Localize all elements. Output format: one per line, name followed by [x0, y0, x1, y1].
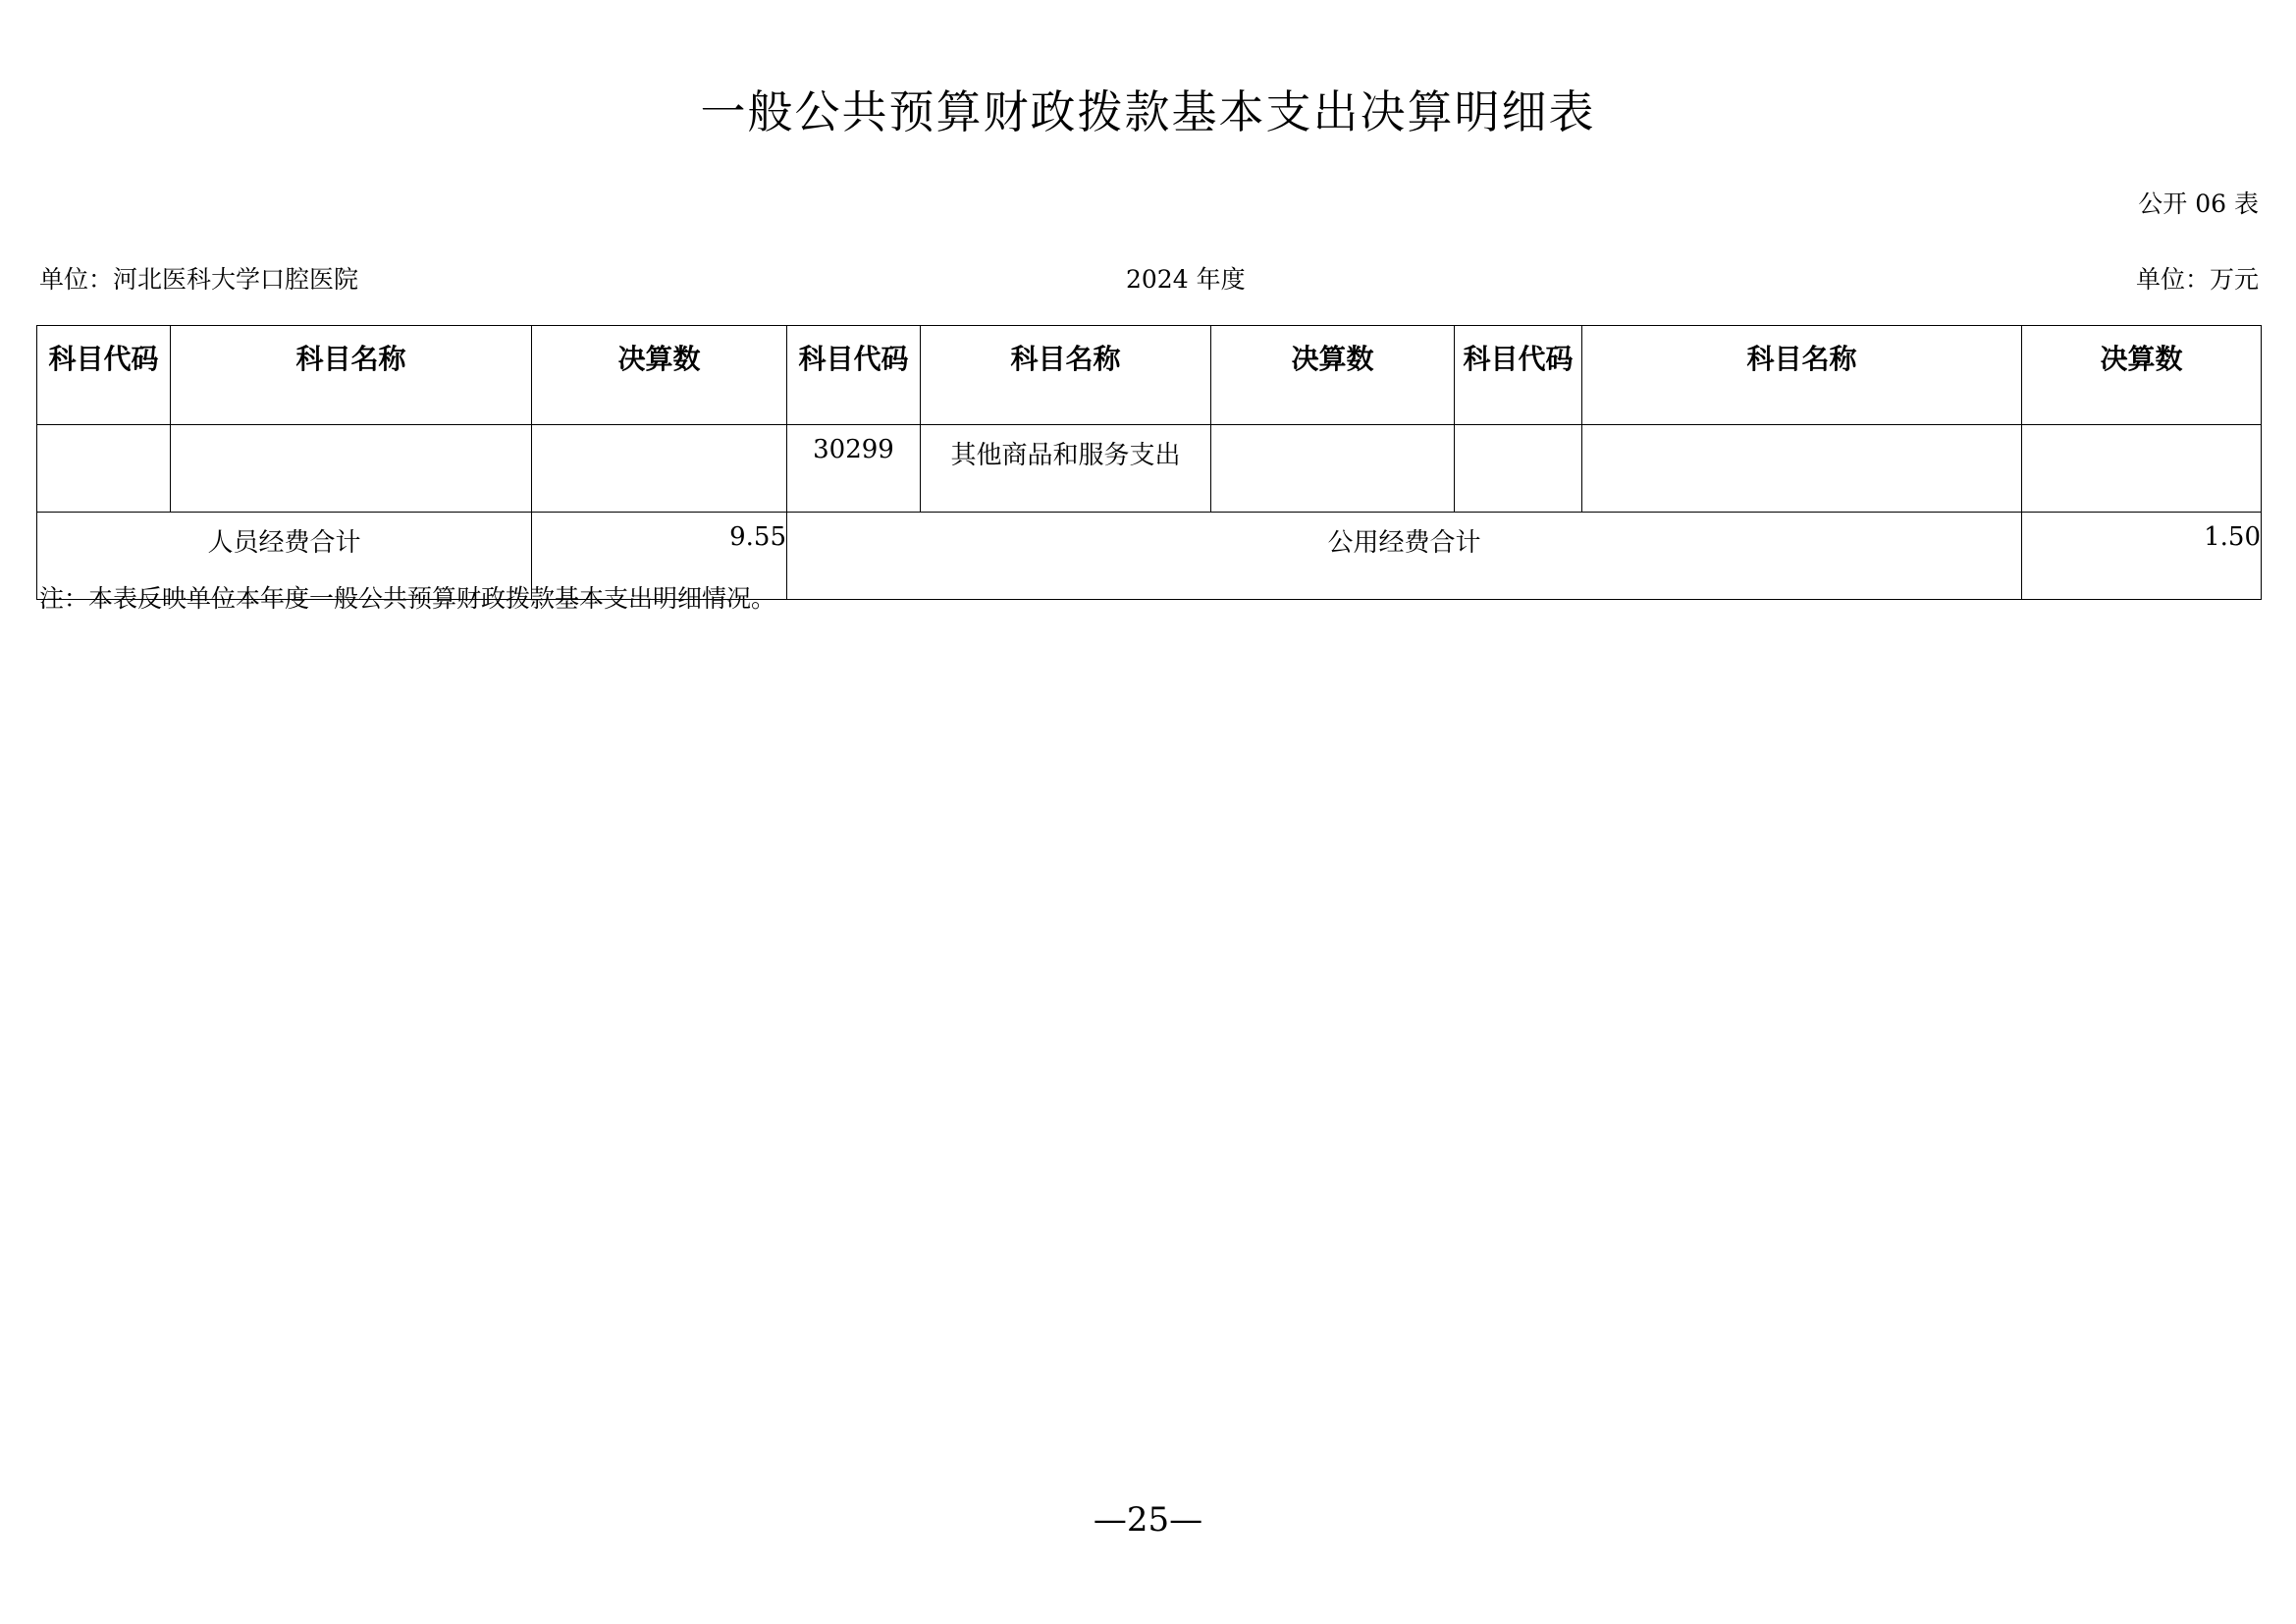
- header-amount-2: 决算数: [1211, 326, 1455, 425]
- page-title: 一般公共预算财政拨款基本支出决算明细表: [700, 85, 1596, 138]
- table-note: 注：本表反映单位本年度一般公共预算财政拨款基本支出明细情况。: [39, 584, 776, 613]
- personnel-total-label: 人员经费合计: [37, 513, 532, 600]
- money-unit: 单位：万元: [2135, 265, 2259, 294]
- header-code-2: 科目代码: [787, 326, 921, 425]
- public-total-value: 1.50: [2022, 513, 2262, 600]
- cell-name-2: 其他商品和服务支出: [921, 425, 1211, 513]
- header-name-2: 科目名称: [921, 326, 1211, 425]
- cell-name-3: [1582, 425, 2022, 513]
- table-header-row: [37, 326, 2262, 425]
- fiscal-year: 2024 年度: [1126, 265, 1246, 294]
- header-code-3: 科目代码: [1455, 326, 1582, 425]
- table-row: [37, 425, 2262, 513]
- cell-code-1: [37, 425, 171, 513]
- public-total-label: 公用经费合计: [787, 513, 2022, 600]
- cell-code-3: [1455, 425, 1582, 513]
- header-name-1: 科目名称: [171, 326, 532, 425]
- header-code-1: 科目代码: [37, 326, 171, 425]
- personnel-total-value: 9.55: [532, 513, 787, 600]
- cell-amount-1: [532, 425, 787, 513]
- header-amount-1: 决算数: [532, 326, 787, 425]
- cell-amount-3: [2022, 425, 2262, 513]
- cell-name-1: [171, 425, 532, 513]
- expenditure-table: [36, 325, 2262, 600]
- header-amount-3: 决算数: [2022, 326, 2262, 425]
- cell-amount-2: [1211, 425, 1455, 513]
- cell-code-2: 30299: [787, 425, 921, 513]
- form-number: 公开 06 表: [2138, 189, 2259, 218]
- page-number: —25—: [1093, 1500, 1203, 1540]
- unit-organization: 单位：河北医科大学口腔医院: [39, 265, 359, 294]
- header-name-3: 科目名称: [1582, 326, 2022, 425]
